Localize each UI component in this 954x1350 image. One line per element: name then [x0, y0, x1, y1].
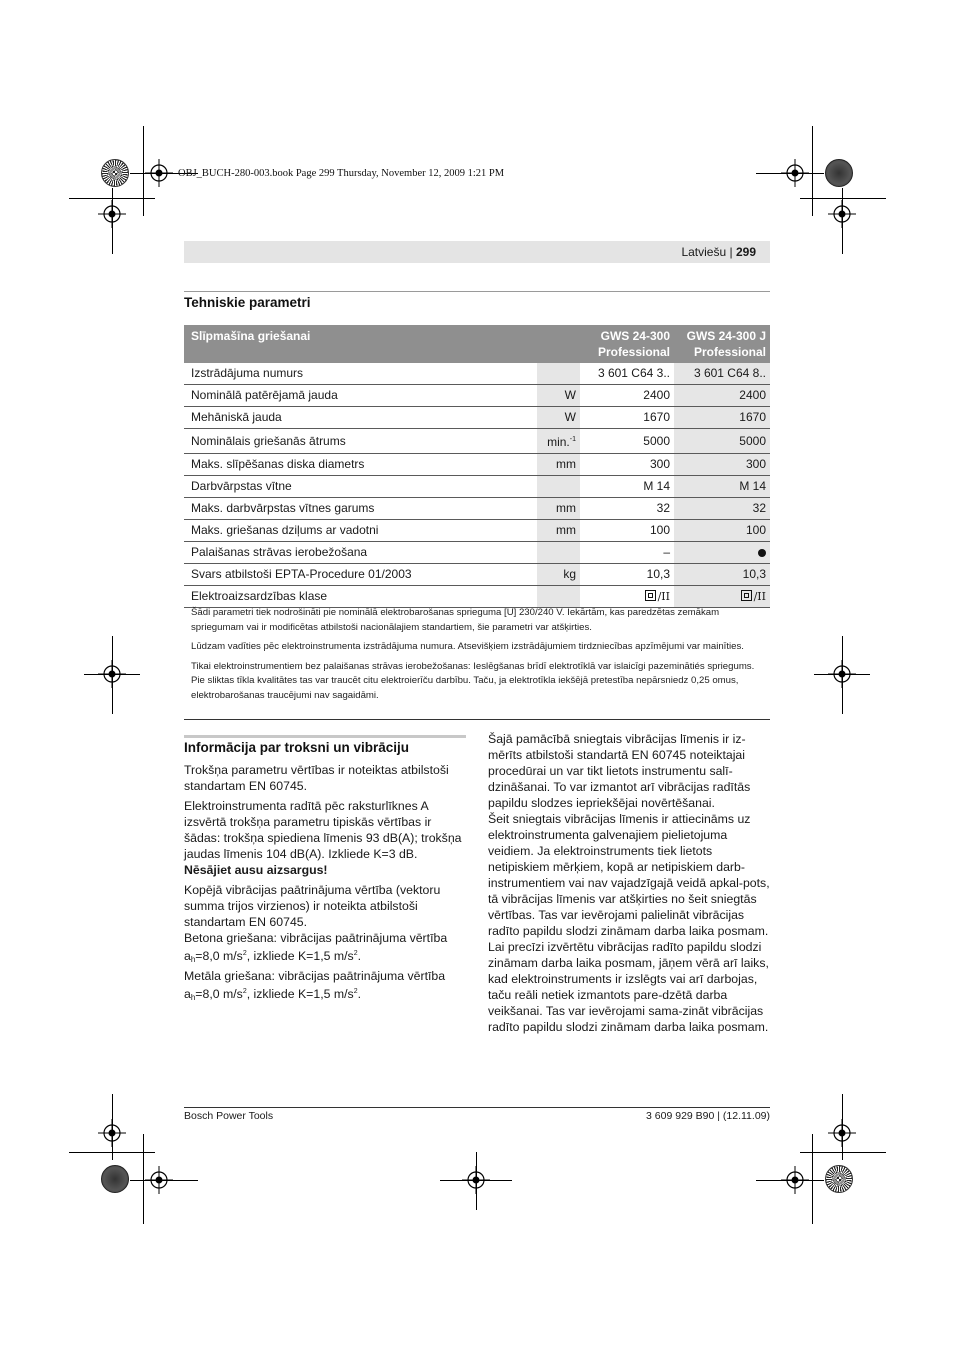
- formula-sup: 2: [242, 988, 247, 995]
- formula-sub: h: [190, 955, 196, 964]
- table-header-model-2: [674, 325, 770, 363]
- paragraph: Šeit sniegtais vibrācijas līmenis ir attiecināms uz elektroinstrumenta galvenajiem pielietojuma veidiem. Ja elektroinstruments tiek lietots netipiskiem mērķiem, kopā ar netipiskiem darb-instrumentiem vai nav vajadzīgajā veidā apkal-pots, tā vibrācijas līmenis var atšķirties no šeit sniegtās vērtības. Tas var ievērojami palielināt vibrācijas radīto papildu slodzi zināmam darba laika posmam.: [488, 812, 770, 938]
- table-row: [184, 363, 770, 385]
- crop-mark: [143, 1134, 144, 1224]
- row-unit: mm: [537, 520, 580, 542]
- table-row: [184, 542, 770, 564]
- row-unit: [537, 476, 580, 498]
- registration-mark-icon: [98, 1119, 126, 1147]
- row-label: Elektroaizsardzības klase: [184, 586, 537, 608]
- row-unit: [537, 542, 580, 564]
- registration-mark-icon: [145, 159, 173, 187]
- page-header-text: [681, 245, 756, 259]
- row-value-1: –: [580, 542, 674, 564]
- right-column: [488, 731, 770, 1035]
- formula-part: =8,0 m/s: [195, 949, 243, 963]
- model-1-line: Professional: [597, 345, 670, 359]
- formula-sup: 2: [353, 988, 358, 995]
- row-value-2: 3 601 C64 8..: [674, 363, 770, 385]
- table-notes: [191, 606, 766, 708]
- row-label: Maks. slīpēšanas diska diametrs: [184, 454, 537, 476]
- paragraph: Betona griešana: vibrācijas paātrinājuma vērtība: [184, 931, 448, 945]
- star-target-icon: [825, 1165, 853, 1193]
- row-unit: [537, 363, 580, 385]
- table-header-label: Slīpmašīna griešanai: [184, 325, 580, 363]
- formula-part: , izkliede K=1,5 m/s: [246, 987, 354, 1001]
- table-bottom-rule: [184, 719, 770, 720]
- header-separator: |: [729, 245, 733, 259]
- row-value-2: 10,3: [674, 564, 770, 586]
- warning-text: Nēsājiet ausu aizsargus!: [184, 863, 328, 877]
- paragraph: Metāla griešana: vibrācijas paātrinājuma vērtība: [184, 969, 446, 983]
- registration-mark-icon: [145, 1166, 173, 1194]
- row-value-2: [674, 542, 770, 564]
- table-row: [184, 520, 770, 542]
- left-column: [184, 762, 466, 1006]
- table-row: [184, 385, 770, 407]
- row-value-1: [580, 586, 674, 608]
- protection-class-icon: [741, 590, 752, 601]
- section-title-tech: Tehniskie parametri: [184, 295, 311, 310]
- row-value-2: 32: [674, 498, 770, 520]
- formula-sup: 2: [353, 950, 358, 957]
- footer-docnum: 3 609 929 B90 | (12.11.09): [646, 1110, 770, 1122]
- crop-mark: [812, 126, 813, 216]
- table-row: [184, 407, 770, 429]
- row-label: Izstrādājuma numurs: [184, 363, 537, 385]
- table-row: [184, 498, 770, 520]
- row-unit: W: [537, 385, 580, 407]
- formula-sub: h: [190, 993, 196, 1002]
- unit-text: min.: [547, 435, 570, 449]
- model-2-name: GWS 24-300 J: [686, 329, 766, 343]
- table-header-model-1: [580, 325, 674, 363]
- formula-part: =8,0 m/s: [195, 987, 243, 1001]
- row-label: Darbvārpstas vītne: [184, 476, 537, 498]
- formula-a: a: [184, 949, 191, 963]
- formula-end: .: [357, 949, 362, 963]
- row-unit: [537, 586, 580, 608]
- registration-mark-icon: [828, 1119, 856, 1147]
- formula-end: .: [357, 987, 362, 1001]
- paragraph: Lai precīzi izvērtētu vibrācijas radīto papildu slodzi zināmam darba laika posmam, jāņem vērā arī laiks, kad elektroinstruments ir izslēgts vai arī darbojas, taču reāli netiek izmantots pare-dzētā darba veikšanai. Tas var ievērojami sama-zināt vibrācijas radīto papildu slodzi zināmam darba laika posmam.: [488, 940, 769, 1034]
- row-unit: kg: [537, 564, 580, 586]
- row-value-2: 5000: [674, 429, 770, 454]
- paragraph: Trokšņa parametru vērtības ir noteiktas atbilstoši standartam EN 60745.: [184, 763, 449, 793]
- page-header: [184, 241, 770, 263]
- row-label: Palaišanas strāvas ierobežošana: [184, 542, 537, 564]
- bullet-dot-icon: [758, 549, 766, 557]
- registration-mark-icon: [781, 1166, 809, 1194]
- table-row: [184, 586, 770, 608]
- header-language: Latviešu: [681, 245, 727, 259]
- formula-part: , izkliede K=1,5 m/s: [246, 949, 354, 963]
- row-value-2: 100: [674, 520, 770, 542]
- divider: [184, 291, 770, 292]
- row-value-1: 5000: [580, 429, 674, 454]
- protection-class-icon: [645, 590, 656, 601]
- row-value-1: 300: [580, 454, 674, 476]
- crop-mark: [800, 1152, 886, 1153]
- paragraph: Elektroinstrumenta radītā pēc raksturlīknes A izsvērtā trokšņa parametru tipiskās vērtības ir šādas: trokšņa spiediena līmenis 93 dB(A); trokšņa jaudas līmenis 104 dB(A). Izkliede K=3 dB.: [184, 799, 462, 861]
- row-value-1: 32: [580, 498, 674, 520]
- table-header-row: [184, 325, 770, 363]
- row-unit: mm: [537, 454, 580, 476]
- registration-mark-icon: [781, 159, 809, 187]
- page-number: 299: [735, 245, 756, 259]
- table-note: Šādi parametri tiek nodrošināti pie nominālā elektrobarošanas sprieguma [U] 230/240 V. Iekārtām, kas paredzētas zemākam spriegumam vai ir modificētas atbilstoši nacionālajiem standartiem, šie parametri var atšķirties.: [191, 607, 720, 633]
- row-value-1: 1670: [580, 407, 674, 429]
- row-label: Nominālais griešanās ātrums: [184, 429, 537, 454]
- class-text: /II: [753, 590, 766, 603]
- table-note: Tikai elektroinstrumentiem bez palaišanas strāvas ierobežošanas: Ieslēgšanas brīdī elektrotīklā var islaicīgi pazeminātiés spriegums. Pie sliktas tīkla kvalitātes tas var traucēt citu elektroierīču darbību. Taču, ja elektrotīkla iekšējā pretestība nepārsniedz 0,25 omus, elektrobarošanas traucējumi nav sagaidāmi.: [191, 660, 755, 701]
- row-unit: W: [537, 407, 580, 429]
- crop-mark: [800, 198, 886, 199]
- row-label: Nominālā patērējamā jauda: [184, 385, 537, 407]
- row-value-1: 100: [580, 520, 674, 542]
- row-unit: mm: [537, 498, 580, 520]
- paragraph: Šajā pamācībā sniegtais vibrācijas līmenis ir iz-mērīts atbilstoši standartā EN 60745 noteiktajai procedūrai un var tikt lietots instrumentu salī-dzināšanai. To var izmantot arī vibrācijas radītās papildu slodzes iepriekšējai novērtēšanai.: [488, 732, 751, 810]
- row-value-1: 10,3: [580, 564, 674, 586]
- formula-a: a: [184, 987, 191, 1001]
- footer-rule: [184, 1107, 770, 1108]
- registration-mark-icon: [828, 200, 856, 228]
- registration-mark-icon: [98, 200, 126, 228]
- table-row: [184, 454, 770, 476]
- section-rule: [184, 735, 466, 738]
- crop-mark: [69, 1152, 155, 1153]
- paragraph: Kopējā vibrācijas paātrinājuma vērtība (vektoru summa trijos virzienos) ir noteikta atbilstoši standartam EN 60745.: [184, 883, 441, 929]
- model-2-line: Professional: [693, 345, 766, 359]
- star-target-icon: [101, 159, 129, 187]
- class-text: /II: [657, 590, 670, 603]
- footer-brand: Bosch Power Tools: [184, 1110, 274, 1122]
- crop-mark: [812, 1134, 813, 1224]
- formula-line: [184, 984, 466, 1006]
- row-value-2: 2400: [674, 385, 770, 407]
- table-row: [184, 476, 770, 498]
- crop-mark: [69, 198, 155, 199]
- table-row: [184, 429, 770, 454]
- registration-mark-icon: [828, 660, 856, 688]
- density-patch-icon: [825, 159, 853, 187]
- row-value-2: M 14: [674, 476, 770, 498]
- density-patch-icon: [101, 1165, 129, 1193]
- row-label: Svars atbilstoši EPTA-Procedure 01/2003: [184, 564, 537, 586]
- model-1-name: GWS 24-300: [600, 329, 670, 343]
- tech-spec-table: [184, 325, 770, 608]
- row-value-2: 1670: [674, 407, 770, 429]
- crop-mark: [143, 126, 144, 216]
- row-value-1: M 14: [580, 476, 674, 498]
- registration-mark-icon: [462, 1166, 490, 1194]
- section-title-noise: Informācija par troksni un vibrāciju: [184, 740, 410, 755]
- row-label: Maks. darbvārpstas vītnes garums: [184, 498, 537, 520]
- table-row: [184, 564, 770, 586]
- formula-line: [184, 946, 466, 968]
- formula-sup: 2: [242, 950, 247, 957]
- row-value-1: 3 601 C64 3..: [580, 363, 674, 385]
- row-value-2: [674, 586, 770, 608]
- unit-exponent: -1: [569, 436, 576, 443]
- row-value-2: 300: [674, 454, 770, 476]
- row-value-1: 2400: [580, 385, 674, 407]
- row-unit: [537, 429, 580, 454]
- book-info-line: OBJ_BUCH-280-003.book Page 299 Thursday, November 12, 2009 1:21 PM: [178, 168, 505, 179]
- registration-mark-icon: [98, 660, 126, 688]
- table-note: Lūdzam vadīties pēc elektroinstrumenta izstrādājuma numura. Atsevišķiem izstrādājumiem tirdzniecības apzīmējumi var mainīties.: [191, 641, 744, 652]
- row-label: Maks. griešanas dziļums ar vadotni: [184, 520, 537, 542]
- row-label: Mehāniskā jauda: [184, 407, 537, 429]
